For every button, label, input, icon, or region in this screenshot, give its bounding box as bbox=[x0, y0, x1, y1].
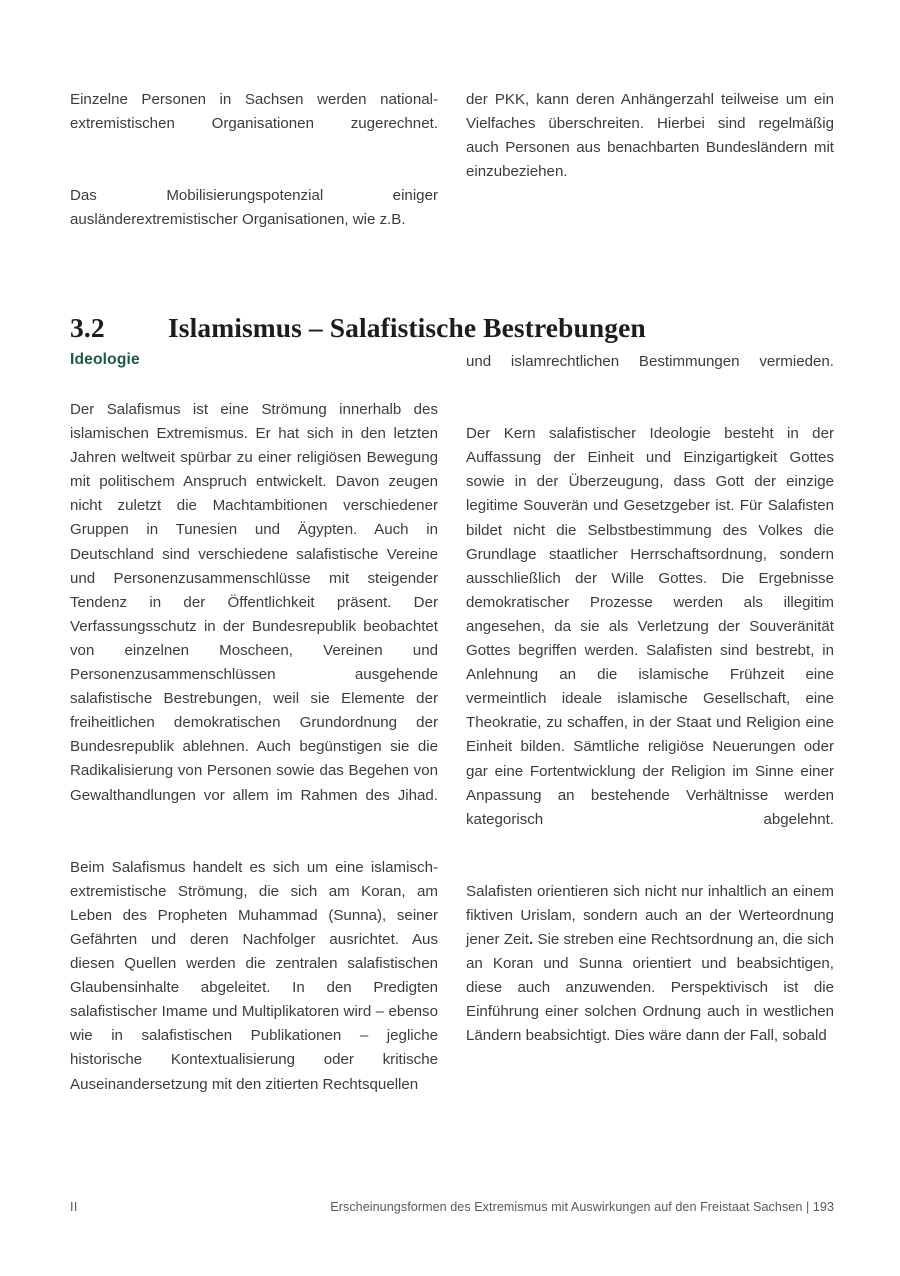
footer-chapter-mark: II bbox=[70, 1200, 78, 1214]
paragraph-lead: Salafisten orientieren sich nicht nur inhaltlich an einem fiktiven Urislam, sondern auch an der Werteordnung jener Zeit bbox=[466, 882, 834, 949]
top-right-column bbox=[466, 88, 834, 208]
paragraph: Der Salafismus ist eine Strömung innerhalb des islamischen Extremismus. Er hat sich in den letzten Jahren weltweit spürbar zu einer religiösen Bewegung mit politischem Anspruch entwickelt. Davon zeugen nicht zuletzt die Machtambitionen verschiedener Gruppen in Tunesien und Ägypten. Auch in Deutschland sind verschiedene salafistische Vereine und Personenzusammenschlüsse mit steigender Tendenz in der Öffentlichkeit präsent. Der Verfassungsschutz in der Bundesrepublik beobachtet von einzelnen Moscheen, Vereinen und Personenzusammenschlüssen ausgehende salafistische Bestrebungen, weil sie Elemente der freiheitlichen demokratischen Grundordnung der Bundesrepublik ablehnen. Auch begünstigen sie die Radikalisierung von Personen sowie das Begehen von Gewalthandlungen vor allem im Rahmen des Jihad. bbox=[70, 401, 438, 804]
footer-running-title: Erscheinungsformen des Extremismus mit Auswirkungen auf den Freistaat Sachsen | 193 bbox=[330, 1200, 834, 1214]
paragraph: Das Mobilisierungspotenzial einiger ausländerextremistischer Organisationen, wie z.B. bbox=[70, 187, 438, 229]
top-left-column bbox=[70, 88, 438, 232]
paragraph: und islamrechtlichen Bestimmungen vermieden. bbox=[466, 353, 834, 370]
section-title: Islamismus – Salafistische Bestrebungen bbox=[168, 311, 646, 343]
body-left-column bbox=[70, 398, 438, 1097]
paragraph: Der Kern salafistischer Ideologie besteht in der Auffassung der Einheit und Einzigartigkeit Gottes sowie in der Überzeugung, dass Gott der einzige legitime Souverän und Gesetzgeber ist. Für Salafisten bildet nicht die Selbstbestimmung des Volkes die Grundlage staatlicher Herrschaftsordnung, sondern ausschließlich der Wille Gottes. Die Ergebnisse demokratischer Prozesse werden als illegitim angesehen, da sie als Verletzung der Souveränität Gottes begriffen werden. Salafisten sind bestrebt, in Anlehnung an die islamische Frühzeit eine vermeintlich ideale islamische Gesellschaft, eine Theokratie, zu schaffen, in der Staat und Religion eine Einheit bilden. Sämtliche religiöse Neuerungen oder gar eine Fortentwicklung der Religion im Sinne einer Anpassung an bestehende Verhältnisse werden kategorisch abgelehnt. bbox=[466, 425, 834, 828]
section-heading bbox=[70, 311, 834, 345]
paragraph-with-bold-mark bbox=[466, 880, 834, 1049]
bold-period-mark: . bbox=[528, 931, 534, 949]
body-right-column bbox=[466, 350, 834, 1049]
paragraph-tail: Sie streben eine Rechtsordnung an, die sich an Koran und Sunna orientiert und beabsichtigen, diese auch anzuwenden. Perspektivisch ist die Einführung einer solchen Ordnung auch in westlichen Ländern beabsichtigt. Dies wäre dann der Fall, sobald bbox=[466, 931, 834, 1045]
section-number: 3.2 bbox=[70, 311, 105, 343]
paragraph: der PKK, kann deren Anhängerzahl teilweise um ein Vielfaches überschreiten. Hierbei sind regelmäßig auch Personen aus benachbarten Bundesländern mit einzubeziehen. bbox=[466, 91, 834, 181]
paragraph: Beim Salafismus handelt es sich um eine islamisch-extremistische Strömung, die sich am Koran, am Leben des Propheten Muhammad (Sunna), seiner Gefährten und deren Nachfolger ausrichtet. Aus diesen Quellen werden die zentralen salafistischen Glaubensinhalte abgeleitet. In den Predigten salafistischer Imame und Multiplikatoren wird – ebenso wie in salafistischen Publikationen – jegliche historische Kontextualisierung oder kritische Auseinandersetzung mit den zitierten Rechtsquellen bbox=[70, 858, 438, 1093]
subsection-heading-ideologie: Ideologie bbox=[70, 351, 140, 368]
page-footer bbox=[70, 1196, 834, 1218]
paragraph: Einzelne Personen in Sachsen werden national-extremistischen Organisationen zugerechnet. bbox=[70, 91, 438, 133]
